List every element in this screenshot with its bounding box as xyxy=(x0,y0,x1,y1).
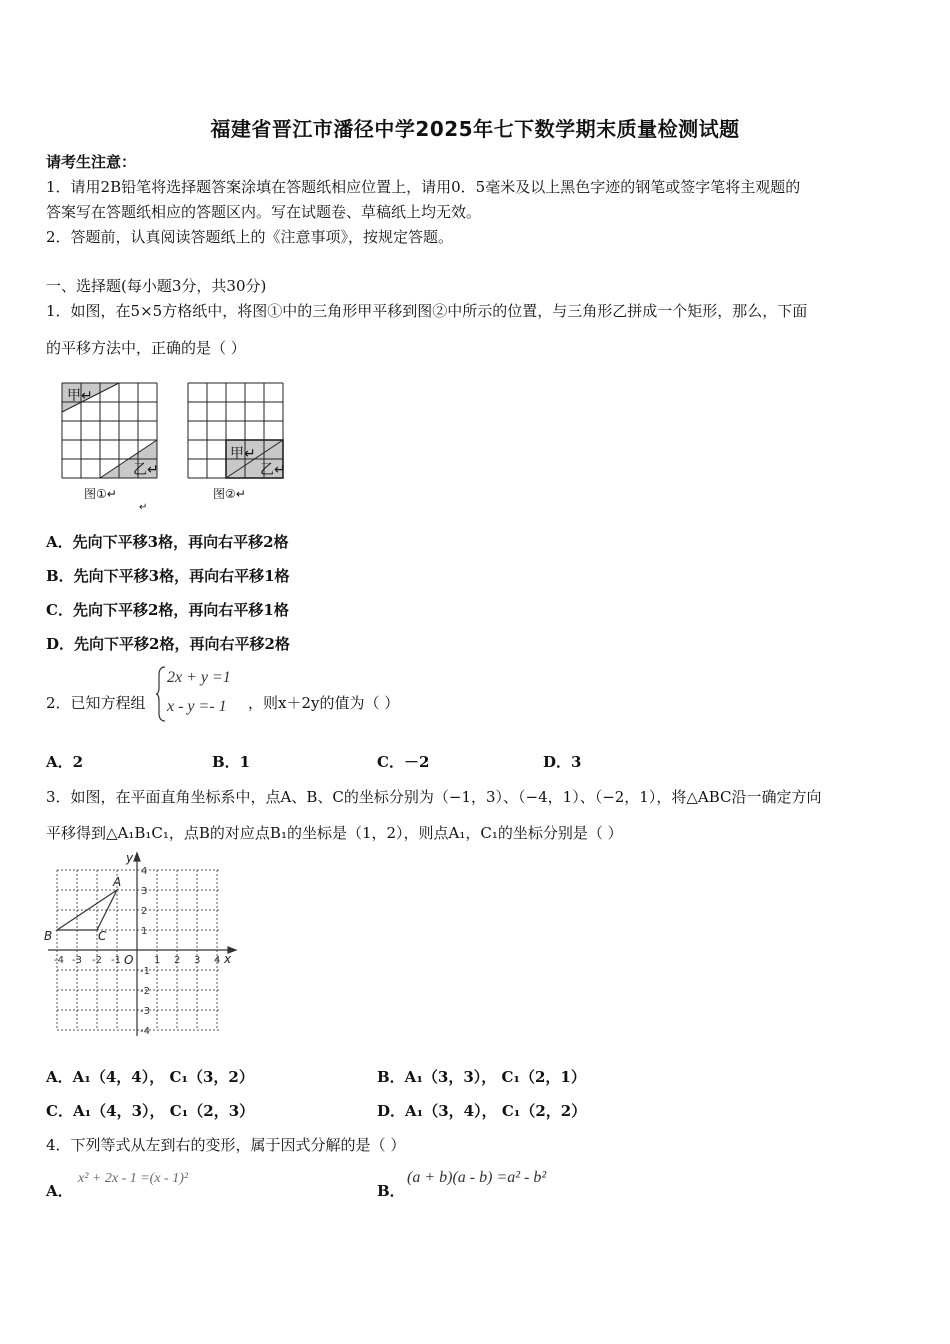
q2-suffix: ，则x＋2y的值为（ ） xyxy=(248,694,400,712)
y-axis-arrow xyxy=(134,853,140,861)
q3-option-c[interactable]: C．A₁（4，3）， C₁（2，3） xyxy=(46,1102,255,1120)
q3-option-a[interactable]: A．A₁（4，4）， C₁（3，2） xyxy=(46,1068,254,1086)
q1-option-d[interactable]: D．先向下平移2格，再向右平移2格 xyxy=(46,635,290,653)
x-tick: 3 xyxy=(194,955,201,966)
q1-stem-b: 的平移方法中，正确的是（ ） xyxy=(46,339,246,357)
y-tick: -2 xyxy=(140,986,150,997)
q4-option-b-label[interactable]: B． xyxy=(377,1182,405,1200)
q1-option-b[interactable]: B．先向下平移3格，再向右平移1格 xyxy=(46,567,290,585)
return-mark: ↵ xyxy=(139,502,148,512)
q1-option-c[interactable]: C．先向下平移2格，再向右平移1格 xyxy=(46,601,289,619)
q3-option-d[interactable]: D．A₁（3，4）， C₁（2，2） xyxy=(377,1102,587,1120)
q1-option-a[interactable]: A．先向下平移3格，再向右平移2格 xyxy=(46,533,289,551)
q1-figure xyxy=(55,376,305,512)
fig1-caption: 图①↵ xyxy=(84,487,117,501)
page-title: 福建省晋江市潘径中学2025年七下数学期末质量检测试题 xyxy=(210,117,740,141)
q3-coordinate-plane xyxy=(40,848,240,1040)
x-axis-label: x xyxy=(224,952,232,966)
section-heading: 一、选择题(每小题3分，共30分) xyxy=(46,277,267,295)
q2-prefix: 2．已知方程组 xyxy=(46,694,146,712)
x-tick: -1 xyxy=(111,955,121,966)
x-tick: 2 xyxy=(174,955,181,966)
q2-option-d[interactable]: D．3 xyxy=(543,753,582,771)
x-tick: 4 xyxy=(214,955,221,966)
label-yi-fig1: 乙↵ xyxy=(133,462,159,478)
y-tick: 2 xyxy=(141,906,148,917)
y-axis-label: y xyxy=(126,851,134,865)
y-tick: -1 xyxy=(140,966,150,977)
q2-option-c[interactable]: C．－2 xyxy=(377,753,430,771)
y-tick: 1 xyxy=(141,926,148,937)
notice-line1a: 1．请用2B铅笔将选择题答案涂填在答题纸相应位置上，请用0．5毫米及以上黑色字迹的钢笔或签字笔将主观题的 xyxy=(46,178,801,196)
notice-heading: 请考生注意： xyxy=(46,153,137,171)
x-tick: -3 xyxy=(72,955,82,966)
label-jia-fig2: 甲↵ xyxy=(230,446,256,462)
q2-option-b[interactable]: B．1 xyxy=(212,753,251,771)
grid-figure-2 xyxy=(188,383,286,501)
notice-line1b: 答案写在答题纸相应的答题区内。写在试题卷、草稿纸上均无效。 xyxy=(46,203,482,221)
q2-equation-2: x - y =- 1 xyxy=(167,698,227,715)
q4-option-b-expression: (a + b)(a - b) =a² - b² xyxy=(407,1169,547,1186)
x-tick: -4 xyxy=(54,955,64,966)
q4-option-a-label[interactable]: A． xyxy=(46,1182,73,1200)
x-tick: 1 xyxy=(154,955,161,966)
label-yi-fig2: 乙↵ xyxy=(260,462,286,478)
label-jia-fig1: 甲↵ xyxy=(67,388,93,404)
q4-stem: 4．下列等式从左到右的变形，属于因式分解的是（ ） xyxy=(46,1136,406,1154)
origin-label: O xyxy=(124,953,134,967)
q3-option-b[interactable]: B．A₁（3，3）， C₁（2，1） xyxy=(377,1068,586,1086)
q2-option-a[interactable]: A．2 xyxy=(46,753,84,771)
point-b-label: B xyxy=(44,929,53,943)
x-tick: -2 xyxy=(92,955,102,966)
y-tick: 4 xyxy=(141,866,148,877)
q1-stem-a: 1．如图，在5×5方格纸中，将图①中的三角形甲平移到图②中所示的位置，与三角形乙拼成一个矩形，那么，下面 xyxy=(46,302,808,320)
y-tick: -4 xyxy=(140,1026,150,1037)
notice-line2: 2．答题前，认真阅读答题纸上的《注意事项》，按规定答题。 xyxy=(46,228,454,246)
q3-stem-b: 平移得到△A₁B₁C₁，点B的对应点B₁的坐标是（1，2），则点A₁，C₁的坐标分别是（ ） xyxy=(46,824,623,842)
point-c-label: C xyxy=(98,929,107,943)
y-tick: 3 xyxy=(141,886,148,897)
y-tick: -3 xyxy=(140,1006,150,1017)
system-brace xyxy=(155,665,167,723)
grid-figure-1 xyxy=(62,383,159,512)
q4-option-a-expression: x² + 2x - 1 =(x - 1)² xyxy=(78,1171,189,1186)
fig2-caption: 图②↵ xyxy=(213,487,246,501)
q2-equation-1: 2x + y =1 xyxy=(167,669,231,686)
q3-stem-a: 3．如图，在平面直角坐标系中，点A、B、C的坐标分别为（−1，3）、（−4，1）、（−2，1），将△ABC沿一确定方向 xyxy=(46,788,822,806)
point-a-label: A xyxy=(113,875,122,889)
